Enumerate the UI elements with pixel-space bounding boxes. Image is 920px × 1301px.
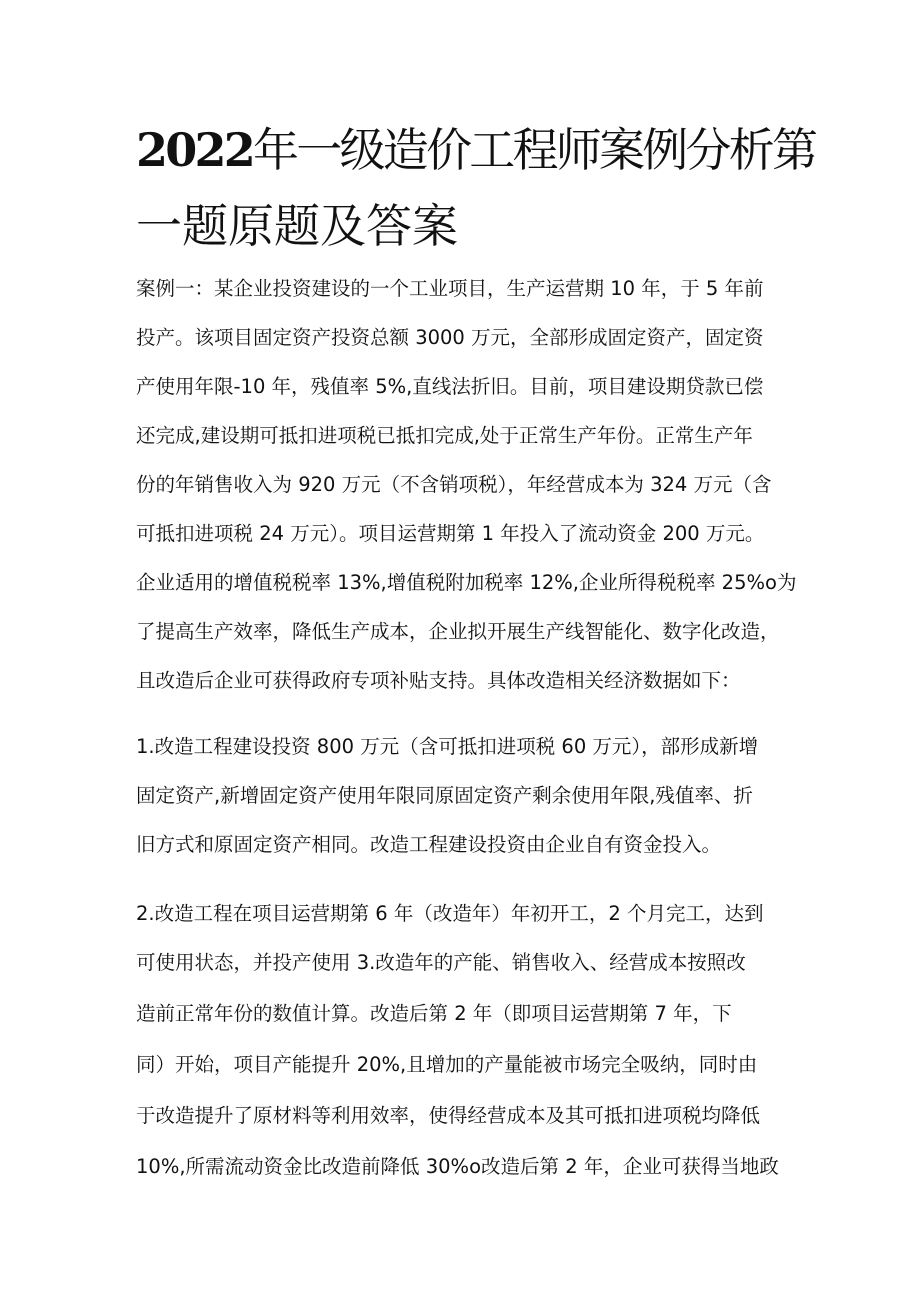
body-line: 可抵扣进项税 24 万元）。项目运营期第 1 年投入了流动资金 200 万元。 — [136, 522, 765, 545]
body-line: 10%,所需流动资金比改造前降低 30%o改造后第 2 年，企业可获得当地政 — [136, 1155, 779, 1178]
body-line: 企业适用的增值税税率 13%,增值税附加税率 12%,企业所得税税率 25%o为 — [136, 571, 797, 594]
body-line: 案例一：某企业投资建设的一个工业项目，生产运营期 10 年，于 5 年前 — [136, 277, 764, 300]
body-line: 造前正常年份的数值计算。改造后第 2 年（即项目运营期第 7 年，下 — [136, 1002, 732, 1025]
body-line: 同）开始，项目产能提升 20%,且增加的产量能被市场完全吸纳，同时由 — [136, 1053, 758, 1076]
body-line: 还完成,建设期可抵扣进项税已抵扣完成,处于正常生产年份。正常生产年 — [136, 424, 753, 447]
title-year: 2022 — [136, 123, 254, 177]
document-title-line-1 — [136, 120, 816, 180]
body-line: 1.改造工程建设投资 800 万元（含可抵扣进项税 60 万元），部形成新增 — [136, 735, 759, 758]
body-line: 固定资产,新增固定资产使用年限同原固定资产剩余使用年限,残值率、折 — [136, 784, 753, 807]
body-line: 投产。该项目固定资产投资总额 3000 万元，全部形成固定资产，固定资 — [136, 326, 764, 349]
body-line: 且改造后企业可获得政府专项补贴支持。具体改造相关经济数据如下： — [136, 669, 741, 692]
body-line: 了提高生产效率，降低生产成本，企业拟开展生产线智能化、数字化改造， — [136, 620, 780, 643]
body-line: 2.改造工程在项目运营期第 6 年（改造年）年初开工，2 个月完工，达到 — [136, 902, 764, 925]
body-line: 份的年销售收入为 920 万元（不含销项税），年经营成本为 324 万元（含 — [136, 473, 772, 496]
body-line: 于改造提升了原材料等利用效率，使得经营成本及其可抵扣进项税均降低 — [136, 1104, 761, 1127]
body-line: 可使用状态，并投产使用 3.改造年的产能、销售收入、经营成本按照改 — [136, 951, 746, 974]
body-line: 旧方式和原固定资产相同。改造工程建设投资由企业自有资金投入。 — [136, 833, 722, 856]
document-title-line-2: 一题原题及答案 — [136, 199, 458, 253]
body-line: 产使用年限-10 年，残值率 5%,直线法折旧。目前，项目建设期贷款已偿 — [136, 375, 764, 398]
title-text-rest: 年一级造价工程师案例分析第 — [253, 123, 816, 177]
